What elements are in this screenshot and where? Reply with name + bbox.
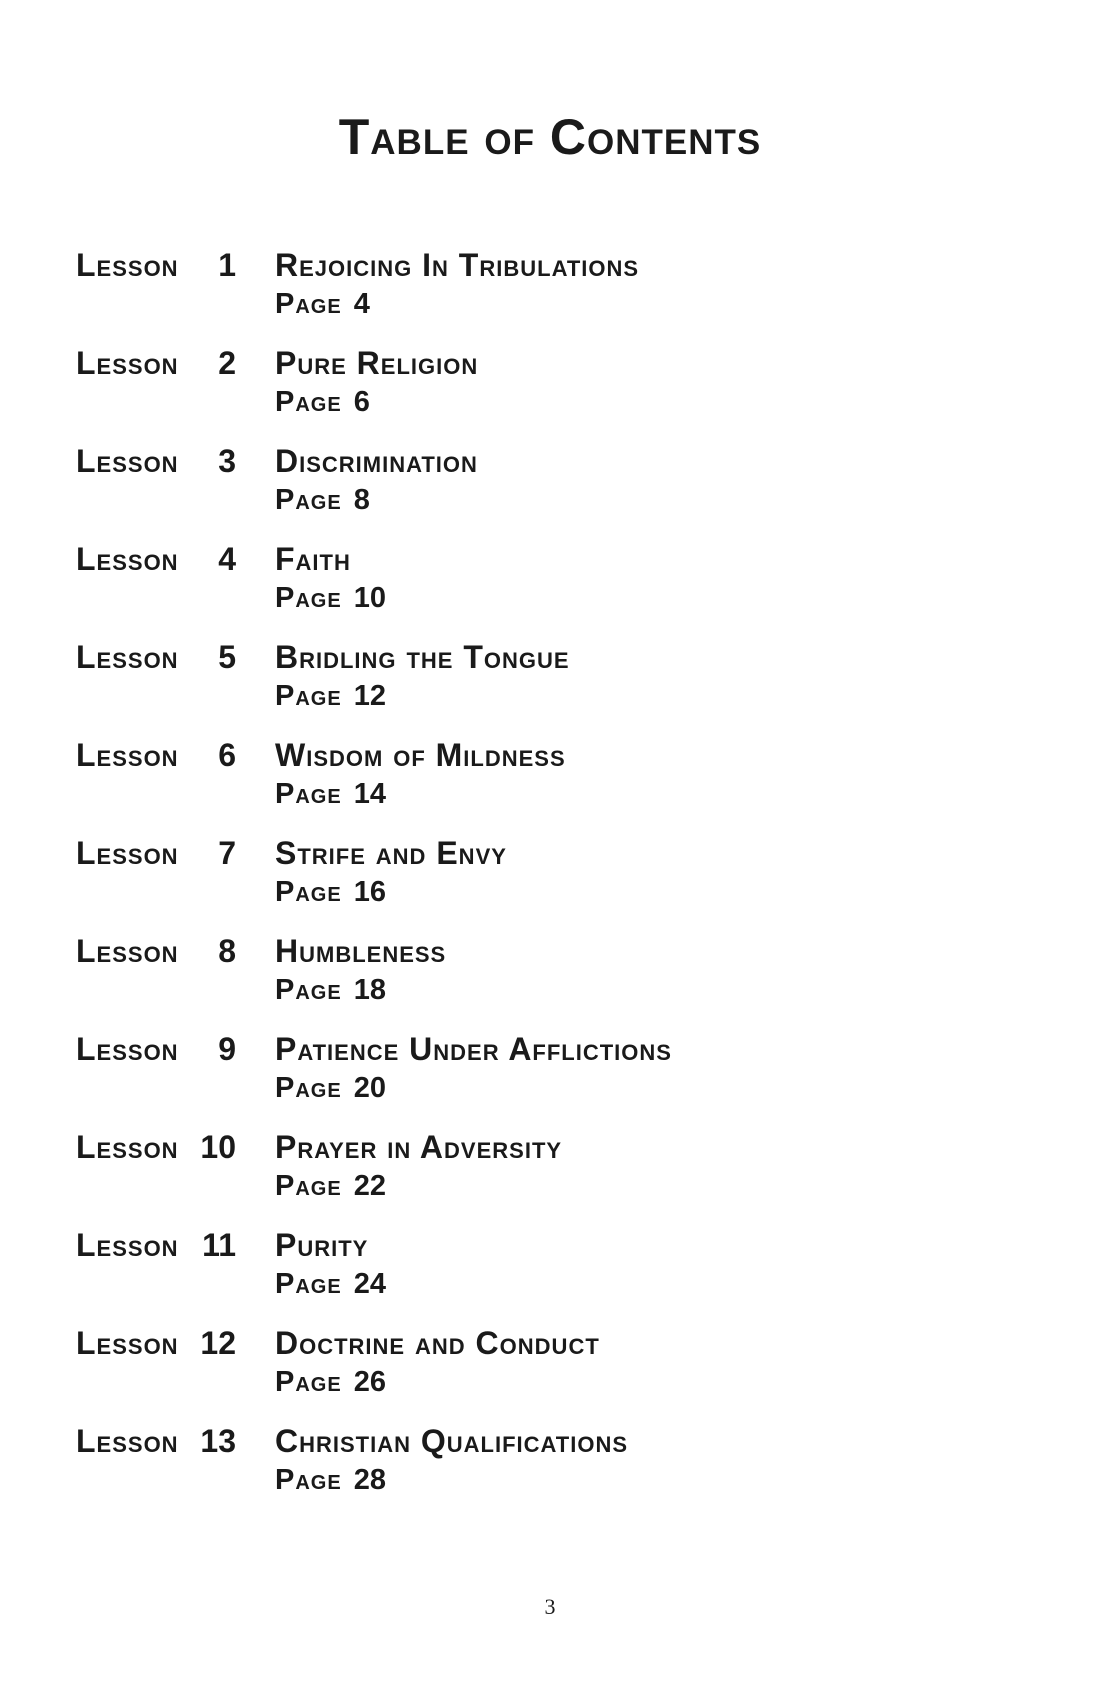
page-reference xyxy=(275,777,386,811)
lesson-title[interactable]: Purity xyxy=(275,1227,369,1263)
toc-entry-1[interactable] xyxy=(0,246,1100,336)
page-reference xyxy=(275,1365,386,1399)
toc-entry-12[interactable] xyxy=(0,1324,1100,1414)
lesson-label: Lesson xyxy=(76,835,179,871)
toc-entry-8[interactable] xyxy=(0,932,1100,1022)
page-reference xyxy=(275,1463,386,1497)
page-number: 10 xyxy=(353,582,386,614)
lesson-title[interactable]: Faith xyxy=(275,541,351,577)
lesson-number: 2 xyxy=(218,345,236,381)
page-reference xyxy=(275,581,386,615)
page-number-footer: 3 xyxy=(544,1594,556,1619)
lesson-title[interactable]: Bridling the Tongue xyxy=(275,639,570,675)
page-reference xyxy=(275,875,386,909)
toc-entry-10[interactable] xyxy=(0,1128,1100,1218)
page-label: Page xyxy=(275,778,342,810)
lesson-label: Lesson xyxy=(76,1423,179,1459)
lesson-label: Lesson xyxy=(76,1325,179,1361)
page-number: 20 xyxy=(353,1072,386,1104)
page-number: 26 xyxy=(353,1366,386,1398)
lesson-label: Lesson xyxy=(76,345,179,381)
toc-entry-7[interactable] xyxy=(0,834,1100,924)
lesson-number: 12 xyxy=(200,1325,236,1361)
page-number: 12 xyxy=(353,680,386,712)
lesson-label: Lesson xyxy=(76,737,179,773)
page-label: Page xyxy=(275,582,342,614)
page-number: 16 xyxy=(353,876,386,908)
lesson-label: Lesson xyxy=(76,247,179,283)
page-label: Page xyxy=(275,974,342,1006)
page-number: 24 xyxy=(353,1268,386,1300)
lesson-number: 13 xyxy=(200,1423,236,1459)
toc-entry-5[interactable] xyxy=(0,638,1100,728)
page-label: Page xyxy=(275,680,342,712)
page-label: Page xyxy=(275,1366,342,1398)
lesson-number: 9 xyxy=(218,1031,236,1067)
lesson-label: Lesson xyxy=(76,639,179,675)
page-reference xyxy=(275,385,370,419)
page-number: 18 xyxy=(353,974,386,1006)
toc-entry-2[interactable] xyxy=(0,344,1100,434)
page-reference xyxy=(275,1169,386,1203)
lesson-title[interactable]: Prayer in Adversity xyxy=(275,1129,563,1165)
lesson-label: Lesson xyxy=(76,933,179,969)
toc-entry-9[interactable] xyxy=(0,1030,1100,1120)
lesson-number: 3 xyxy=(218,443,236,479)
lesson-title[interactable]: Discrimination xyxy=(275,443,478,479)
lesson-title[interactable]: Humbleness xyxy=(275,933,447,969)
toc-entry-3[interactable] xyxy=(0,442,1100,532)
page-reference xyxy=(275,1071,386,1105)
lesson-title[interactable]: Doctrine and Conduct xyxy=(275,1325,600,1361)
page-title: Table of Contents xyxy=(338,109,762,165)
toc-entry-11[interactable] xyxy=(0,1226,1100,1316)
page-number: 22 xyxy=(353,1170,386,1202)
lesson-number: 5 xyxy=(218,639,236,675)
lesson-label: Lesson xyxy=(76,1227,179,1263)
page-label: Page xyxy=(275,1268,342,1300)
page-number: 8 xyxy=(353,484,370,516)
lesson-number: 8 xyxy=(218,933,236,969)
lesson-label: Lesson xyxy=(76,443,179,479)
page-label: Page xyxy=(275,288,342,320)
toc-entry-13[interactable] xyxy=(0,1422,1100,1512)
lesson-label: Lesson xyxy=(76,1129,179,1165)
lesson-number: 6 xyxy=(218,737,236,773)
lesson-number: 7 xyxy=(218,835,236,871)
lesson-number: 10 xyxy=(200,1129,236,1165)
page-label: Page xyxy=(275,1170,342,1202)
page-number: 4 xyxy=(353,288,370,320)
toc-entry-4[interactable] xyxy=(0,540,1100,630)
page-reference xyxy=(275,973,386,1007)
page-label: Page xyxy=(275,1072,342,1104)
toc-entry-6[interactable] xyxy=(0,736,1100,826)
lesson-title[interactable]: Rejoicing In Tribulations xyxy=(275,247,640,283)
lesson-label: Lesson xyxy=(76,1031,179,1067)
lesson-title[interactable]: Pure Religion xyxy=(275,345,479,381)
lesson-title[interactable]: Strife and Envy xyxy=(275,835,507,871)
page-reference xyxy=(275,679,386,713)
lesson-label: Lesson xyxy=(76,541,179,577)
page-label: Page xyxy=(275,1464,342,1496)
lesson-title[interactable]: Christian Qualifications xyxy=(275,1423,629,1459)
page-reference xyxy=(275,287,370,321)
page-label: Page xyxy=(275,386,342,418)
lesson-number: 1 xyxy=(218,247,236,283)
lesson-title[interactable]: Wisdom of Mildness xyxy=(275,737,566,773)
page-label: Page xyxy=(275,876,342,908)
page-reference xyxy=(275,483,370,517)
page-reference xyxy=(275,1267,386,1301)
page-number: 6 xyxy=(353,386,370,418)
page-number: 28 xyxy=(353,1464,386,1496)
page-label: Page xyxy=(275,484,342,516)
lesson-number: 4 xyxy=(218,541,236,577)
page-number: 14 xyxy=(353,778,386,810)
lesson-title[interactable]: Patience Under Afflictions xyxy=(275,1031,672,1067)
lesson-number: 11 xyxy=(202,1227,236,1263)
